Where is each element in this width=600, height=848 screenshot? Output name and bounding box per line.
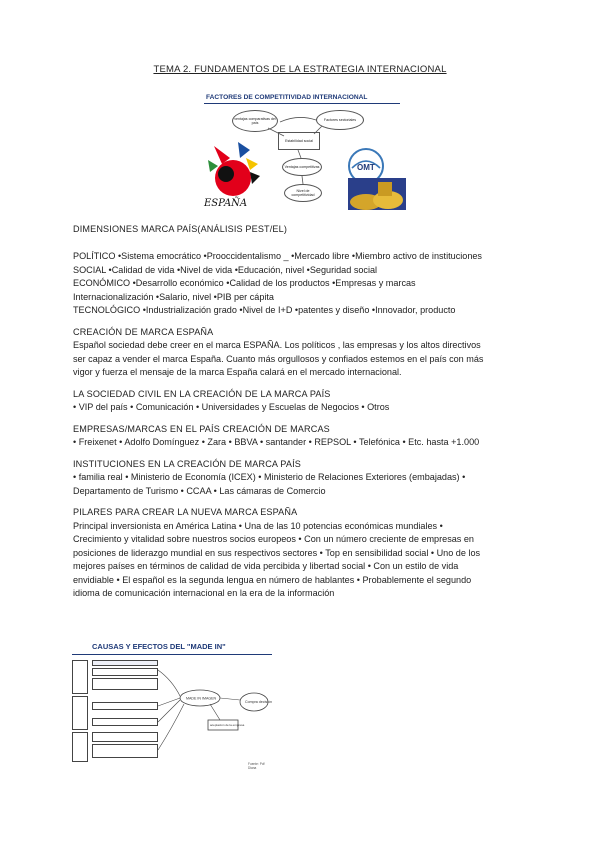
section-pest <box>73 223 533 318</box>
section-pilares <box>73 506 533 601</box>
logo-wordmark: ESPAÑA <box>204 198 248 208</box>
paragraph-line: SOCIAL •Calidad de vida •Nivel de vida •Educación, nivel •Seguridad social <box>73 264 378 275</box>
paragraph-line: • Freixenet • Adolfo Domínguez • Zara • BBVA • santander • REPSOL • Telefónica • Etc. hasta +1.000 <box>73 437 480 447</box>
paragraph-line: mejores países en términos de calidad de vida percibida y libertad social • Con un estilo de vida <box>73 561 459 571</box>
paragraph-line: Español sociedad debe creer en el marca ESPAÑA. Los políticos , las empresas y los altos directivos <box>73 340 481 350</box>
paragraph-line: TECNOLÓGICO •Industrialización grado •Nivel de I+D •patentes y diseño •Innovador, producto <box>73 305 456 315</box>
paragraph-line: Principal inversionista en América Latina • Una de las 10 potencias económicas mundiales • <box>73 520 443 531</box>
spain-brand-logo <box>200 128 262 208</box>
section-sociedad-civil <box>73 388 533 415</box>
node-nivel-competitividad: Nivel de competitividad <box>284 184 322 202</box>
paragraph-line: Departamento de Turismo • CCAA • Las cámaras de Comercio <box>73 485 326 496</box>
paragraph-line: vigor y fuerza el mensaje de la marca España calará en el mercado internacional. <box>73 367 402 377</box>
section-heading: INSTITUCIONES EN LA CREACIÓN DE MARCA PAÍS <box>73 458 301 469</box>
omt-label: OMT <box>357 163 375 172</box>
section-heading: DIMENSIONES MARCA PAÍS(ANÁLISIS PEST/EL) <box>73 224 288 234</box>
paragraph-line: envidiable • El español es la segunda lengua en número de hablantes • Probablemente el segundo <box>73 574 472 585</box>
page-title: TEMA 2. FUNDAMENTOS DE LA ESTRATEGIA INTERNACIONAL <box>153 64 447 75</box>
section-heading: EMPRESAS/MARCAS EN EL PAÍS CREACIÓN DE MARCAS <box>73 423 330 434</box>
node-ventajas-comparativas: ventajas comparativas del país <box>232 110 278 132</box>
paragraph-line: ECONÓMICO •Desarrollo económico •Calidad de los productos •Empresas y marcas <box>73 278 416 288</box>
section-heading: LA SOCIEDAD CIVIL EN LA CREACIÓN DE LA MARCA PAÍS <box>73 388 331 399</box>
node-factores-sectoriales: Factores sectoriales <box>316 110 364 130</box>
spacer <box>73 237 533 251</box>
competitiveness-figure <box>198 88 408 208</box>
paragraph-line: POLÍTICO •Sistema emocrático •Prooccidentalismo _ •Mercado libre •Miembro activo de instituciones <box>73 251 482 261</box>
paragraph-line: idioma de comunicación internacional en la era de la información <box>73 588 335 598</box>
section-creacion-marca <box>73 326 533 380</box>
node-estabilidad: Estabilidad social <box>278 132 320 150</box>
gold-coins-photo <box>348 178 406 210</box>
figure-footnote: Fuente: Pdf Diana <box>248 762 265 770</box>
made-in-figure <box>72 640 272 768</box>
node-ventajas-competitivas: Ventajas competitivas <box>282 158 322 176</box>
section-instituciones <box>73 458 533 499</box>
paragraph-line: Crecimiento y vitalidad sobre nuestros socios europeos • Con un número creciente de empresas en <box>73 534 474 544</box>
paragraph-line: posiciones de liderazgo mundial en sus respectivos sectores • Top en sensibilidad social • Uno de los <box>73 547 481 558</box>
section-empresas <box>73 423 533 450</box>
center-node: MADE IN IMAGEN <box>186 696 217 701</box>
paragraph-line: • VIP del país • Comunicación • Universidades y Escuelas de Negocios • Otros <box>73 402 390 412</box>
paragraph-line: ser capaz a vender el marca España. Cuanto más orgullosos y confiados estemos en el país con más <box>73 353 484 364</box>
figure2-lines <box>72 640 272 768</box>
paragraph-line: • familia real • Ministerio de Economía (ICEX) • Ministerio de Relaciones Exteriores (embajadas) • <box>73 472 466 482</box>
figure-title: CAUSAS Y EFECTOS DEL "MADE IN" <box>92 642 226 651</box>
right-node: Compra decisión <box>245 700 272 704</box>
bottom-node: aceptación de la empresa <box>210 723 245 727</box>
document-body <box>73 223 533 601</box>
paragraph-line: Internacionalización •Salario, nivel •PIB per cápita <box>73 291 274 302</box>
section-heading: PILARES PARA CREAR LA NUEVA MARCA ESPAÑA <box>73 507 298 517</box>
figure-title: FACTORES DE COMPETITIVIDAD INTERNACIONAL <box>206 94 368 101</box>
section-heading: CREACIÓN DE MARCA ESPAÑA <box>73 326 214 337</box>
